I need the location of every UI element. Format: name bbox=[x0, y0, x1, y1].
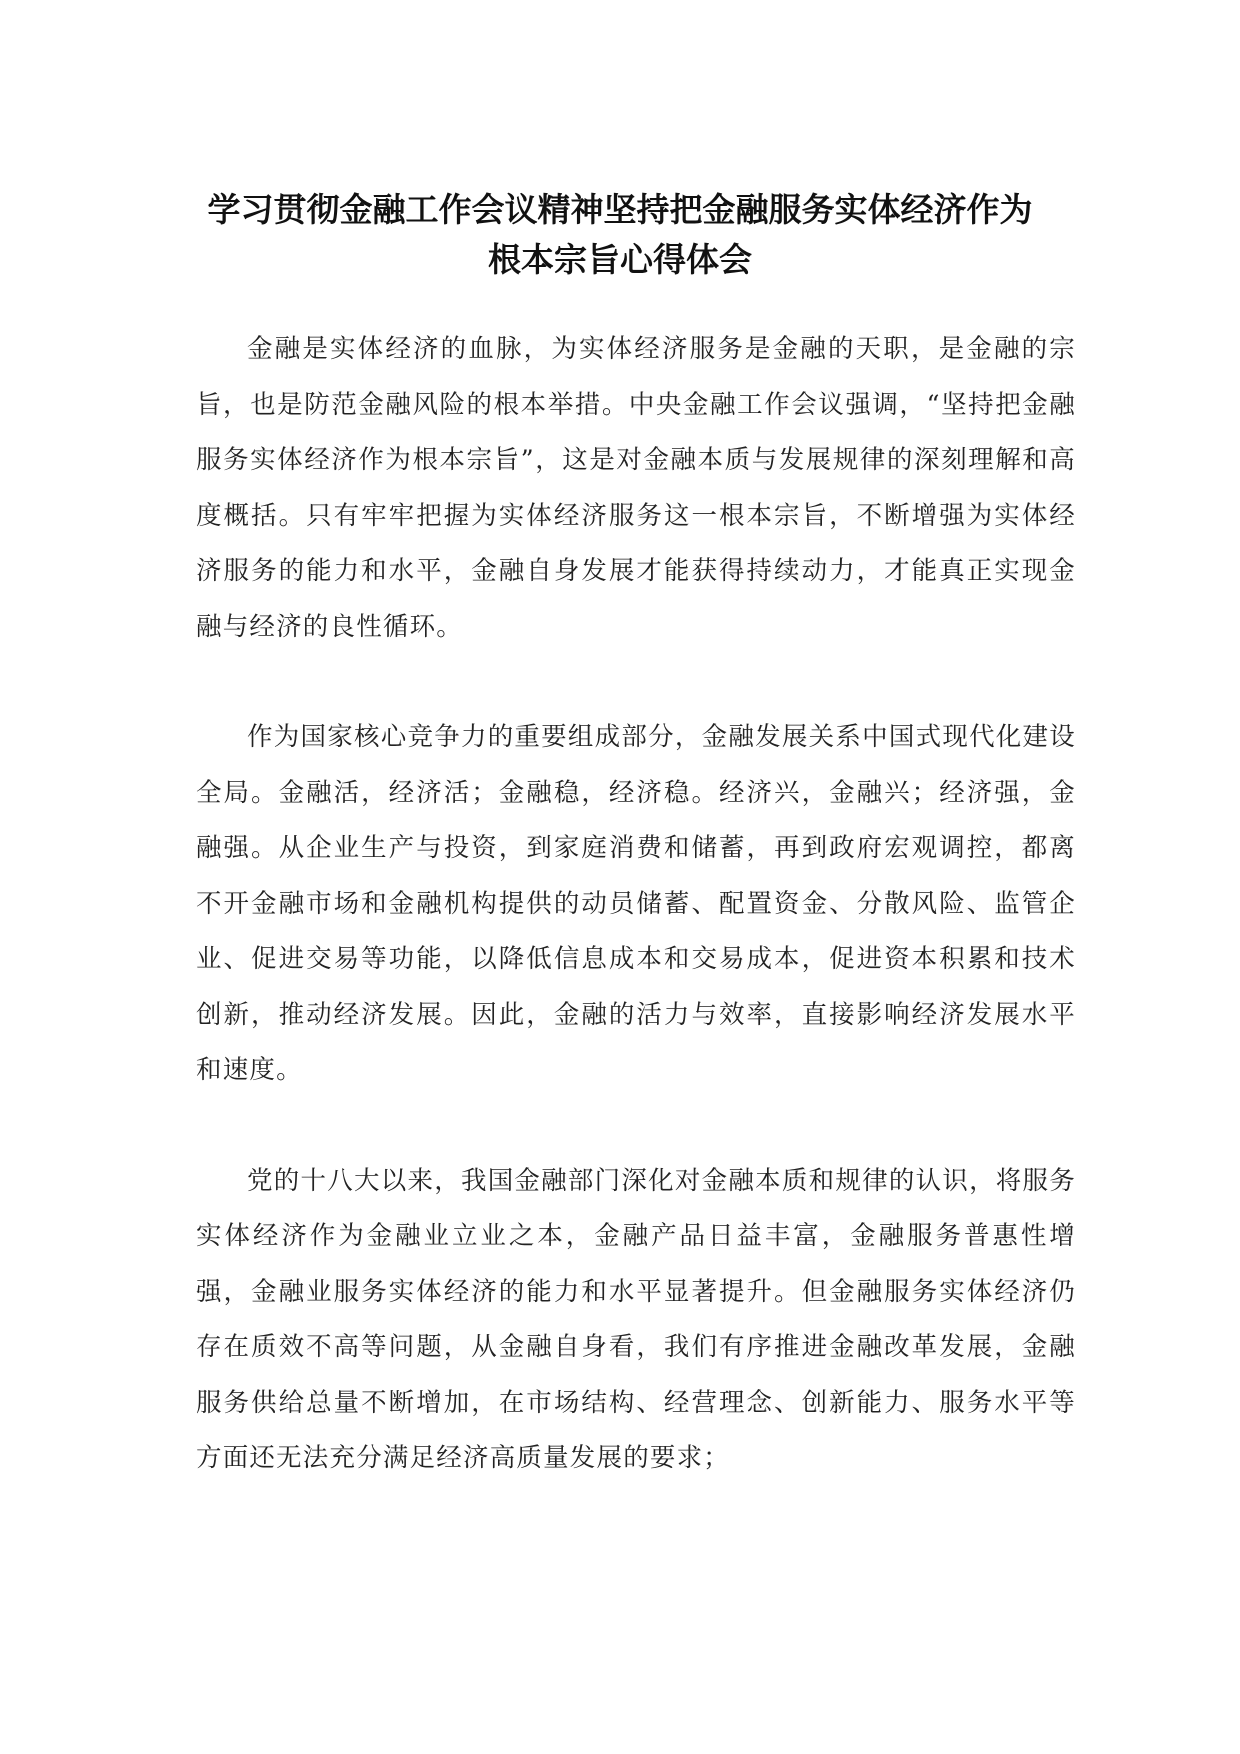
title-line-1: 学习贯彻金融工作会议精神坚持把金融服务实体经济作为 bbox=[207, 190, 1033, 229]
title-line-2: 根本宗旨心得体会 bbox=[488, 240, 752, 279]
paragraph-3: 党的十八大以来，我国金融部门深化对金融本质和规律的认识，将服务实体经济作为金融业立业之本，金融产品日益丰富，金融服务普惠性增强，金融业服务实体经济的能力和水平显著提升。但金融服务实体经济仍存在质效不高等问题，从金融自身看，我们有序推进金融改革发展，金融服务供给总量不断增加，在市场结构、经营理念、创新能力、服务水平等方面还无法充分满足经济高质量发展的要求； bbox=[196, 1165, 1076, 1473]
document-title bbox=[150, 185, 1090, 285]
paragraph-1: 金融是实体经济的血脉，为实体经济服务是金融的天职，是金融的宗旨，也是防范金融风险的根本举措。中央金融工作会议强调，“坚持把金融服务实体经济作为根本宗旨”，这是对金融本质与发展规律的深刻理解和高度概括。只有牢牢把握为实体经济服务这一根本宗旨，不断增强为实体经济服务的能力和水平，金融自身发展才能获得持续动力，才能真正实现金融与经济的良性循环。 bbox=[196, 334, 1076, 642]
paragraph-2: 作为国家核心竞争力的重要组成部分，金融发展关系中国式现代化建设全局。金融活，经济活；金融稳，经济稳。经济兴，金融兴；经济强，金融强。从企业生产与投资，到家庭消费和储蓄，再到政府宏观调控，都离不开金融市场和金融机构提供的动员储蓄、配置资金、分散风险、监管企业、促进交易等功能，以降低信息成本和交易成本，促进资本积累和技术创新，推动经济发展。因此，金融的活力与效率，直接影响经济发展水平和速度。 bbox=[196, 722, 1076, 1085]
document-body bbox=[196, 322, 1076, 1542]
